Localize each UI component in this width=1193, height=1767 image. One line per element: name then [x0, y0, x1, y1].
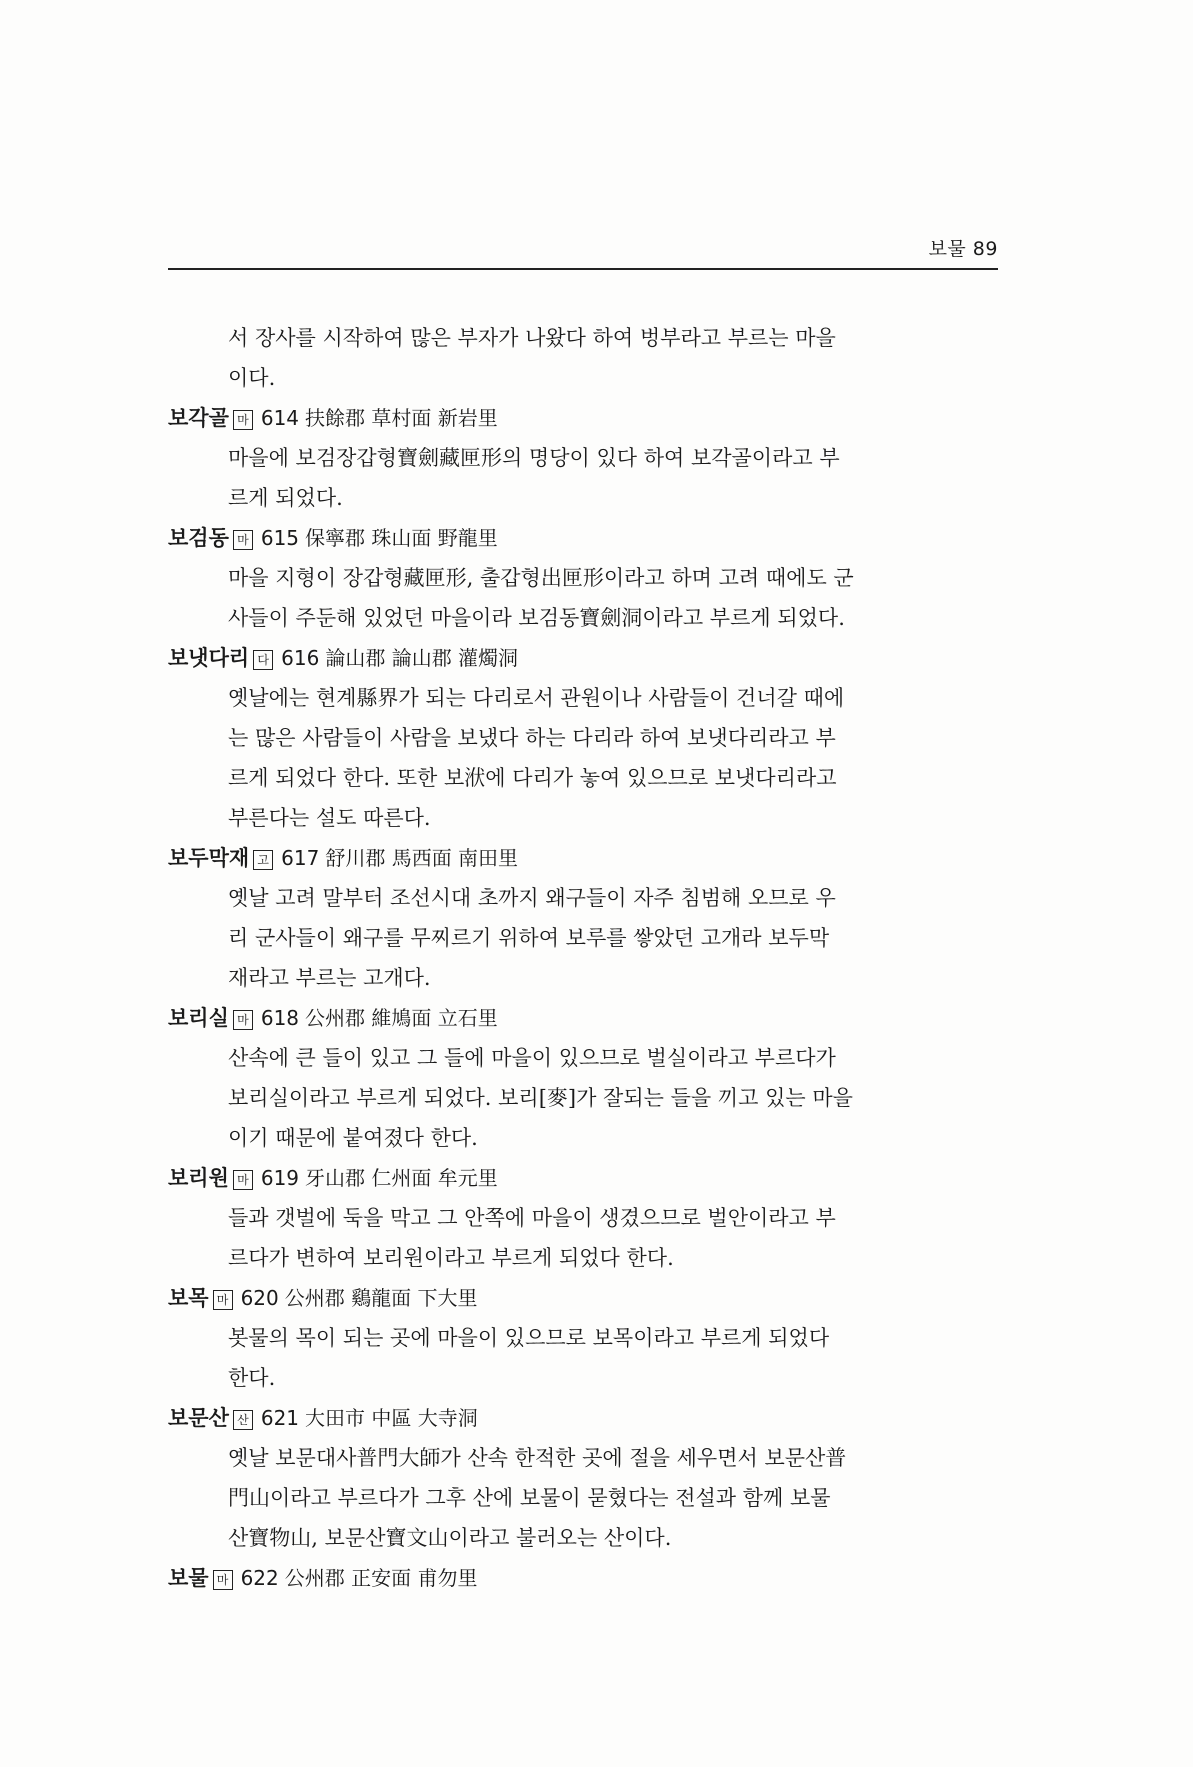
- entry-kind-badge: 마: [213, 1290, 233, 1310]
- entry-kind-badge: 마: [233, 410, 253, 430]
- page-content: [168, 318, 998, 1598]
- dictionary-entry: [168, 638, 998, 838]
- dictionary-entry: [168, 1158, 998, 1278]
- entry-description: [228, 878, 998, 998]
- entry-heading: [168, 518, 998, 558]
- text-line: 보리실이라고 부르게 되었다. 보리[麥]가 잘되는 들을 끼고 있는 마을: [228, 1086, 853, 1110]
- running-title: 보물 89: [928, 238, 998, 260]
- entry-number: 614: [260, 406, 300, 430]
- text-line: 재라고 부르는 고개다.: [228, 966, 431, 990]
- text-line: 봇물의 목이 되는 곳에 마을이 있으므로 보목이라고 부르게 되었다: [228, 1326, 830, 1350]
- entry-description: [228, 1038, 998, 1158]
- text-line: 한다.: [228, 1366, 276, 1390]
- text-line: 산寶物山, 보문산寶文山이라고 불러오는 산이다.: [228, 1526, 672, 1550]
- entry-heading: [168, 1558, 998, 1598]
- text-line: 르게 되었다.: [228, 486, 343, 510]
- text-line: 는 많은 사람들이 사람을 보냈다 하는 다리라 하여 보냇다리라고 부: [228, 726, 836, 750]
- entry-name: 보검동: [168, 526, 229, 550]
- text-line: 사들이 주둔해 있었던 마을이라 보검동寶劍洞이라고 부르게 되었다.: [228, 606, 845, 630]
- entry-kind-badge: 산: [233, 1410, 253, 1430]
- entry-description: [228, 1318, 998, 1398]
- dictionary-entry: [168, 998, 998, 1158]
- entry-heading: [168, 1278, 998, 1318]
- entry-kind-badge: 고: [253, 850, 273, 870]
- entry-name: 보문산: [168, 1406, 229, 1430]
- entry-location: 牙山郡 仁州面 牟元里: [305, 1166, 498, 1190]
- running-header: [168, 228, 998, 270]
- entry-name: 보리원: [168, 1166, 229, 1190]
- text-line: 르게 되었다 한다. 또한 보洑에 다리가 놓여 있으므로 보냇다리라고: [228, 766, 837, 790]
- entry-description: [228, 438, 998, 518]
- text-line: 이다.: [228, 366, 276, 390]
- text-line: 門山이라고 부르다가 그후 산에 보물이 묻혔다는 전설과 함께 보물: [228, 1486, 831, 1510]
- entry-kind-badge: 마: [233, 1010, 253, 1030]
- entry-description: [228, 1198, 998, 1278]
- entry-heading: [168, 398, 998, 438]
- text-line: 리 군사들이 왜구를 무찌르기 위하여 보루를 쌓았던 고개라 보두막: [228, 926, 830, 950]
- entry-location: 保寧郡 珠山面 野龍里: [305, 526, 498, 550]
- entry-kind-badge: 다: [253, 650, 273, 670]
- dictionary-entry: [168, 1558, 998, 1598]
- text-line: 르다가 변하여 보리원이라고 부르게 되었다 한다.: [228, 1246, 674, 1270]
- dictionary-entry: [168, 1278, 998, 1398]
- entry-name: 보각골: [168, 406, 229, 430]
- dictionary-entry: [168, 518, 998, 638]
- text-line: 옛날 보문대사普門大師가 산속 한적한 곳에 절을 세우면서 보문산普: [228, 1446, 847, 1470]
- entry-name: 보냇다리: [168, 646, 250, 670]
- entry-location: 論山郡 論山郡 灌燭洞: [325, 646, 519, 670]
- entry-heading: [168, 998, 998, 1038]
- entry-number: 622: [240, 1566, 279, 1590]
- entry-name: 보물: [168, 1566, 209, 1590]
- text-line: 서 장사를 시작하여 많은 부자가 나왔다 하여 벙부라고 부르는 마을: [228, 326, 836, 350]
- entry-number: 618: [260, 1006, 300, 1030]
- entry-list: [168, 398, 998, 1598]
- entry-heading: [168, 1158, 998, 1198]
- entry-name: 보목: [168, 1286, 209, 1310]
- dictionary-entry: [168, 838, 998, 998]
- entry-location: 公州郡 維鳩面 立石里: [305, 1006, 498, 1030]
- entry-location: 大田市 中區 大寺洞: [305, 1406, 478, 1430]
- entry-heading: [168, 838, 998, 878]
- text-line: 옛날 고려 말부터 조선시대 초까지 왜구들이 자주 침범해 오므로 우: [228, 886, 836, 910]
- entry-heading: [168, 638, 998, 678]
- entry-heading: [168, 1398, 998, 1438]
- text-line: 부른다는 설도 따른다.: [228, 806, 431, 830]
- text-line: 들과 갯벌에 둑을 막고 그 안쪽에 마을이 생겼으므로 벌안이라고 부: [228, 1206, 836, 1230]
- text-line: 마을 지형이 장갑형藏匣形, 출갑형出匣形이라고 하며 고려 때에도 군: [228, 566, 854, 590]
- entry-location: 公州郡 鷄龍面 下大里: [284, 1286, 478, 1310]
- dictionary-entry: [168, 1398, 998, 1558]
- dictionary-entry: [168, 398, 998, 518]
- entry-location: 扶餘郡 草村面 新岩里: [305, 406, 498, 430]
- entry-location: 舒川郡 馬西面 南田里: [325, 846, 519, 870]
- entry-name: 보리실: [168, 1006, 229, 1030]
- entry-number: 619: [260, 1166, 300, 1190]
- entry-description: [228, 1438, 998, 1558]
- text-line: 옛날에는 현계縣界가 되는 다리로서 관원이나 사람들이 건너갈 때에: [228, 686, 845, 710]
- text-line: 산속에 큰 들이 있고 그 들에 마을이 있으므로 벌실이라고 부르다가: [228, 1046, 836, 1070]
- entry-kind-badge: 마: [233, 1170, 253, 1190]
- entry-kind-badge: 마: [213, 1570, 233, 1590]
- entry-description: [228, 558, 998, 638]
- entry-kind-badge: 마: [233, 530, 253, 550]
- continued-text: [228, 318, 998, 398]
- entry-number: 616: [281, 646, 320, 670]
- text-line: 이기 때문에 붙여졌다 한다.: [228, 1126, 478, 1150]
- entry-number: 620: [240, 1286, 279, 1310]
- entry-location: 公州郡 正安面 甫勿里: [284, 1566, 478, 1590]
- entry-number: 621: [260, 1406, 300, 1430]
- entry-number: 617: [281, 846, 320, 870]
- text-line: 마을에 보검장갑형寶劍藏匣形의 명당이 있다 하여 보각골이라고 부: [228, 446, 840, 470]
- entry-name: 보두막재: [168, 846, 250, 870]
- entry-description: [228, 678, 998, 838]
- entry-number: 615: [260, 526, 300, 550]
